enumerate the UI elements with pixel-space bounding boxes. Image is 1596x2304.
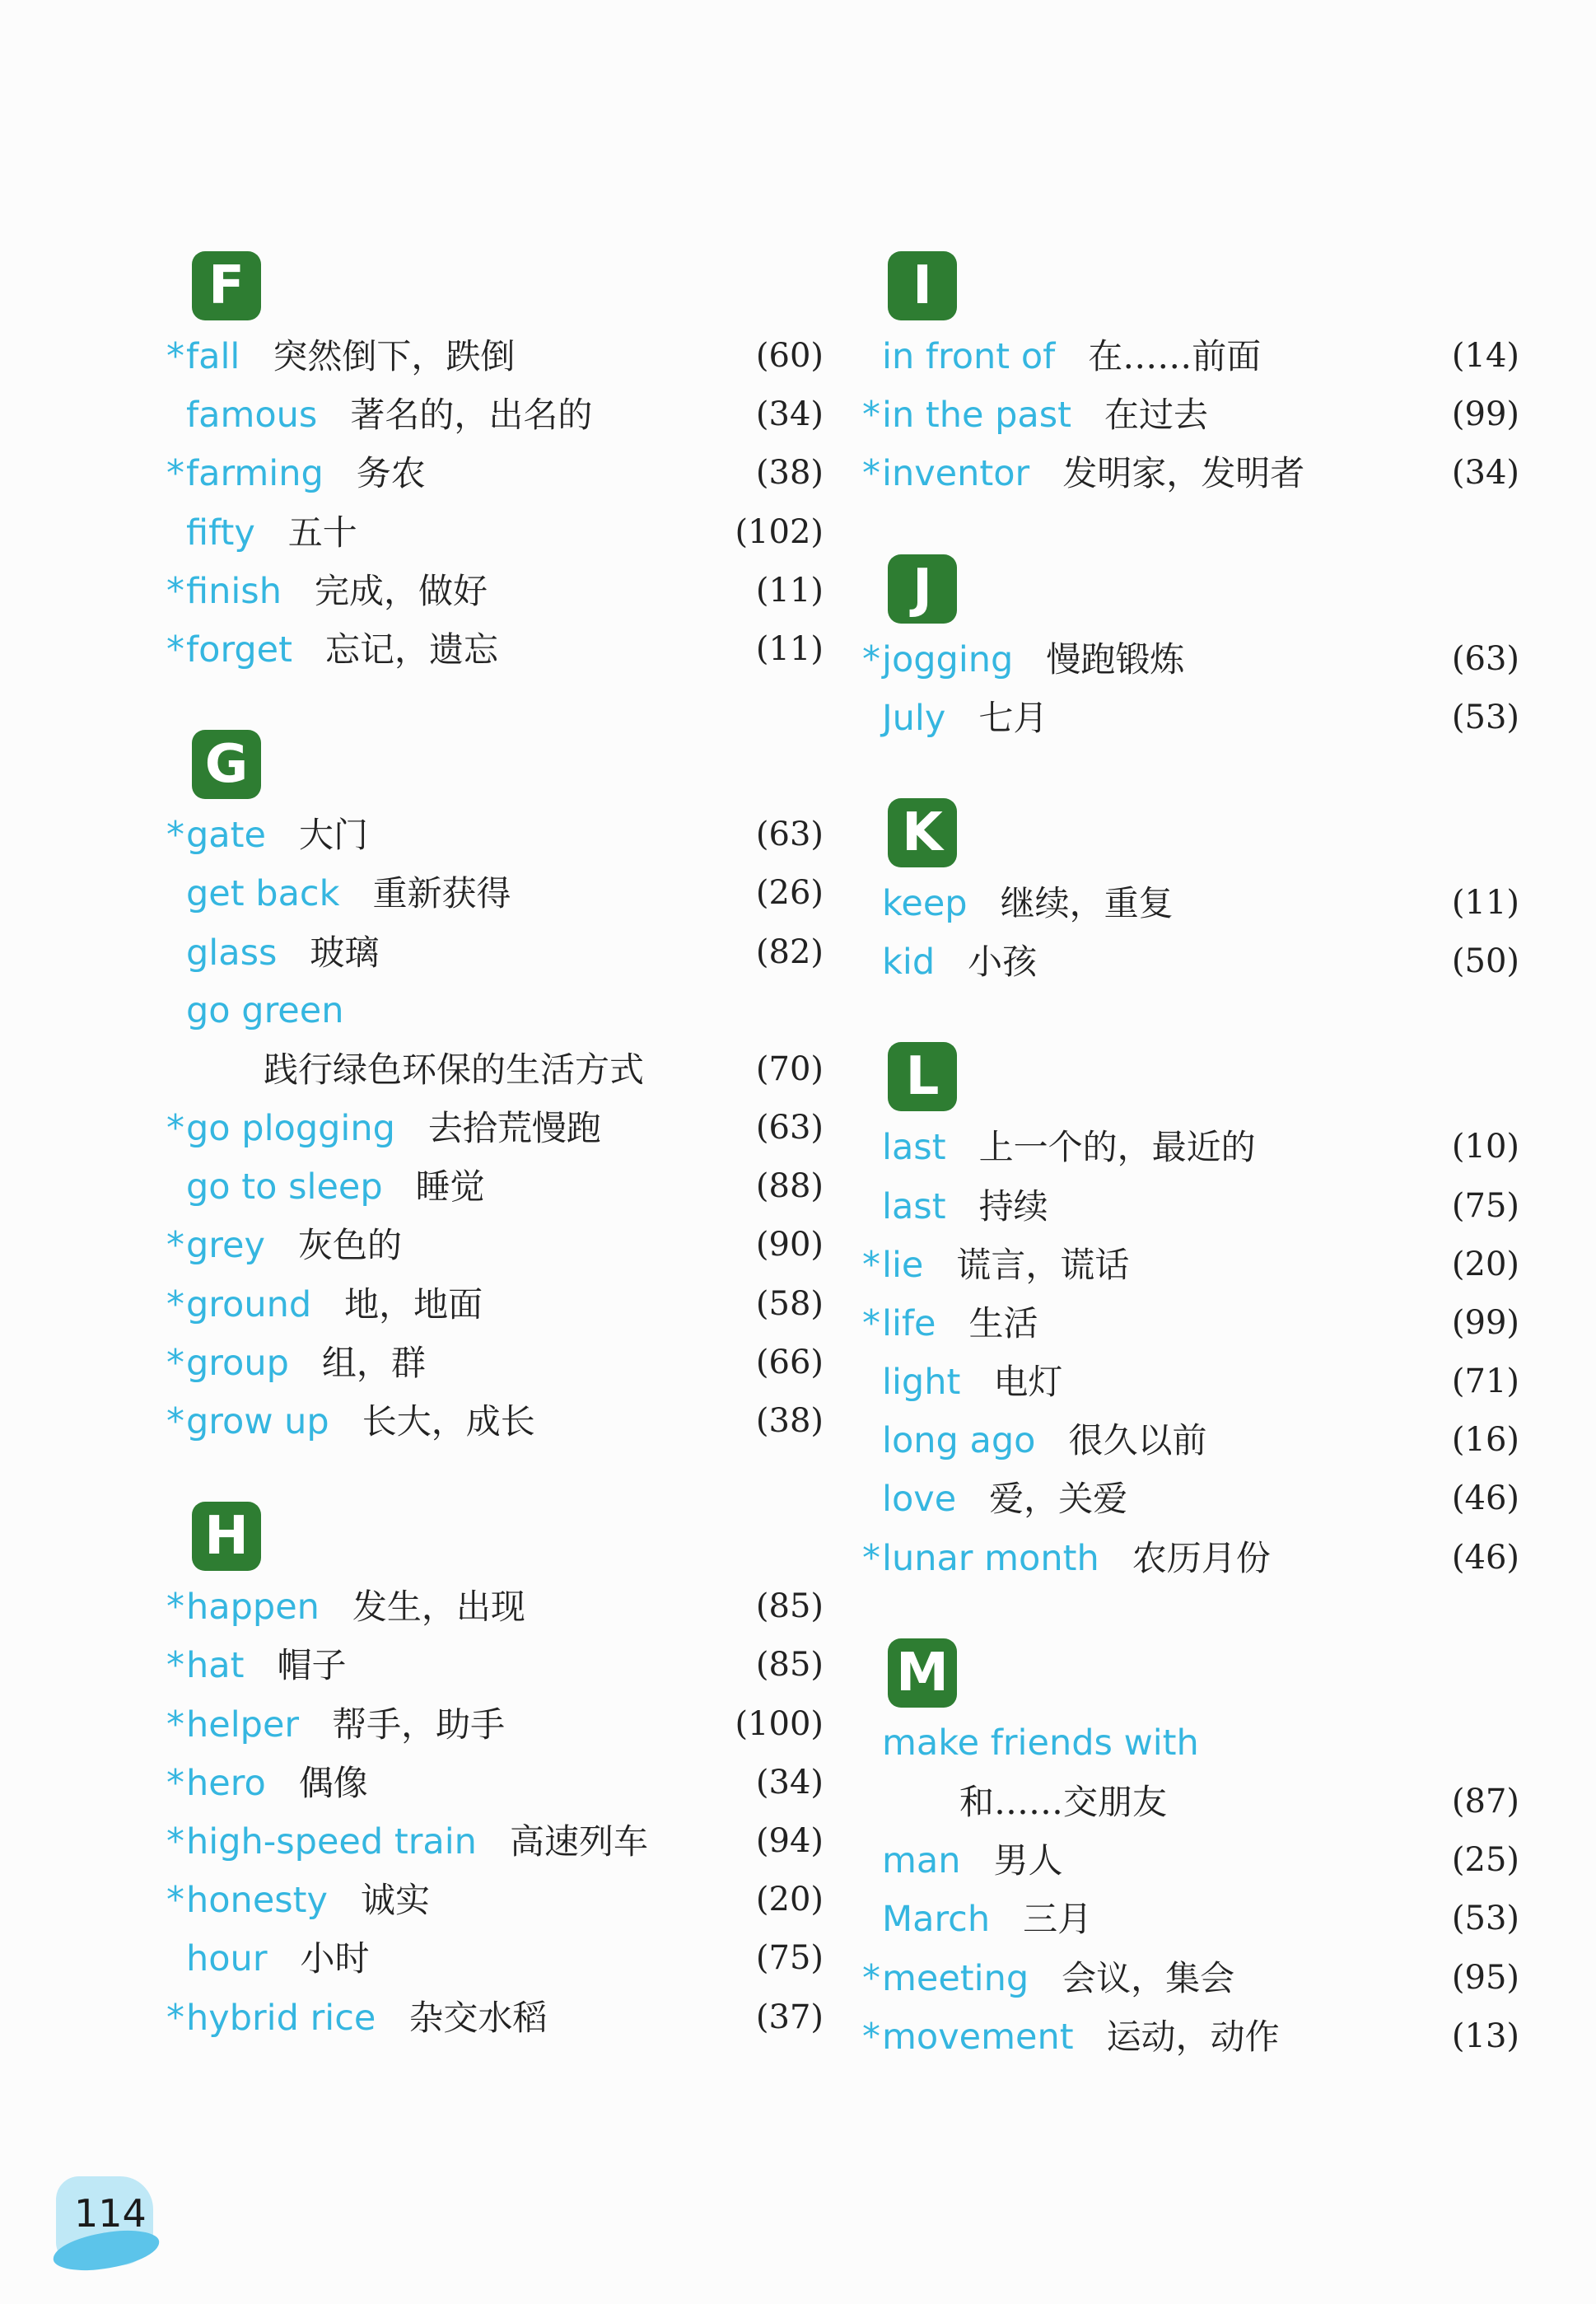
entry-line <box>186 1812 648 1878</box>
entry-line <box>186 1754 368 1820</box>
glossary-entry <box>861 1411 1519 1470</box>
entry-meaning: 诚实 <box>360 1880 430 1921</box>
glossary-entry <box>861 1353 1519 1411</box>
asterisk-icon: * <box>166 452 184 495</box>
entry-meaning: 持续 <box>978 1185 1048 1227</box>
entry-page-ref: (75) <box>1451 1186 1519 1225</box>
entry-page-ref: (82) <box>755 932 824 971</box>
entry-word: in the past <box>882 395 1072 437</box>
entry-page-ref: (46) <box>1451 1538 1519 1577</box>
entry-meaning: 在过去 <box>1104 395 1209 436</box>
entry-page-ref: (53) <box>1451 698 1519 736</box>
glossary-entry <box>165 1392 824 1451</box>
asterisk-icon: * <box>862 1536 880 1579</box>
entry-page-ref: (26) <box>755 874 824 913</box>
entry-line <box>186 1636 346 1702</box>
entry-meaning: 重新获得 <box>372 873 511 914</box>
glossary-entry <box>861 2007 1519 2066</box>
entry-line <box>882 1714 1199 1779</box>
entry-meaning: 突然倒下，跌倒 <box>273 336 516 376</box>
entry-line <box>882 2007 1280 2073</box>
glossary-entry <box>165 1989 824 2047</box>
entry-word: life <box>882 1302 936 1344</box>
glossary-entry <box>861 1236 1519 1294</box>
entry-page-ref: (34) <box>755 1763 824 1802</box>
entry-word: famous <box>186 395 318 437</box>
entry-page-ref: (71) <box>1451 1362 1519 1401</box>
entry-meaning: 三月 <box>1023 1899 1093 1940</box>
entry-word: high-speed train <box>186 1820 477 1862</box>
entry-line <box>882 1118 1256 1184</box>
asterisk-icon: * <box>166 1820 184 1862</box>
entry-page-ref: (102) <box>735 512 824 551</box>
entry-meaning: 在……前面 <box>1088 336 1262 376</box>
entry-word: finish <box>186 570 282 612</box>
asterisk-icon: * <box>862 1243 880 1286</box>
entry-line <box>882 1949 1234 2015</box>
entry-meaning: 五十 <box>287 512 357 553</box>
glossary-entry <box>165 1695 824 1754</box>
glossary-entry <box>165 386 824 444</box>
entry-meaning: 运动，动作 <box>1106 2016 1280 2057</box>
entry-line <box>186 864 511 930</box>
entry-word: man <box>882 1840 961 1882</box>
entry-meaning: 帮手，助手 <box>332 1703 506 1745</box>
section-letter-badge: J <box>888 554 957 624</box>
entry-meaning: 继续，重复 <box>1000 882 1174 923</box>
entry-page-ref: (34) <box>1451 454 1519 493</box>
entry-line <box>186 386 592 451</box>
entry-line <box>186 982 343 1047</box>
entry-page-ref: (90) <box>755 1226 824 1264</box>
section-letter-badge: I <box>888 251 957 320</box>
glossary-entry <box>165 1099 824 1157</box>
entry-line <box>186 1216 402 1282</box>
entry-line <box>186 1275 483 1341</box>
entry-meaning: 组，群 <box>321 1342 426 1383</box>
entry-word: gate <box>186 815 266 857</box>
entry-meaning: 长大，成长 <box>362 1401 535 1442</box>
entry-line <box>186 806 368 872</box>
entry-meaning: 帽子 <box>277 1645 347 1686</box>
right-column <box>861 251 1519 2117</box>
glossary-entry <box>165 1157 824 1216</box>
entry-line <box>882 1529 1271 1595</box>
entry-meaning: 杂交水稻 <box>408 1997 548 2038</box>
entry-page-ref: (13) <box>1451 2017 1519 2055</box>
entry-page-ref: (85) <box>755 1646 824 1685</box>
entry-word: farming <box>186 453 324 495</box>
asterisk-icon: * <box>166 335 184 377</box>
entry-word: group <box>186 1342 289 1384</box>
entry-line <box>882 630 1184 696</box>
entry-word: movement <box>882 2016 1074 2058</box>
entry-page-ref: (34) <box>755 395 824 434</box>
glossary-entry <box>861 1773 1519 1831</box>
entry-meaning: 灰色的 <box>297 1225 402 1266</box>
section-i <box>861 251 1519 503</box>
entry-page-ref: (46) <box>1451 1479 1519 1518</box>
entry-line <box>186 444 426 510</box>
glossary-entry <box>165 1812 824 1871</box>
glossary-entry <box>861 327 1519 386</box>
glossary-entry <box>861 1118 1519 1176</box>
asterisk-icon: * <box>166 1107 184 1150</box>
asterisk-icon: * <box>166 628 184 671</box>
entry-word: last <box>882 1185 946 1227</box>
entry-word: long ago <box>882 1420 1036 1462</box>
entry-line <box>186 1929 370 1995</box>
asterisk-icon: * <box>166 814 184 857</box>
entry-meaning: 电灯 <box>993 1362 1063 1403</box>
entry-page-ref: (58) <box>755 1284 824 1323</box>
entry-word: get back <box>186 873 340 915</box>
entry-word: keep <box>882 882 968 924</box>
glossary-entry <box>861 444 1519 502</box>
entry-meaning: 去拾荒慢跑 <box>427 1108 601 1149</box>
entry-meaning: 地，地面 <box>344 1283 483 1325</box>
entry-word: go green <box>186 989 344 1031</box>
entry-word: happen <box>186 1587 320 1629</box>
entry-meaning: 发明家，发明者 <box>1062 453 1305 494</box>
entry-meaning: 睡觉 <box>415 1166 485 1208</box>
entry-word: July <box>882 697 946 739</box>
entry-page-ref: (63) <box>755 816 824 854</box>
entry-line <box>882 1831 1063 1897</box>
glossary-entry <box>861 1714 1519 1773</box>
entry-meaning: 偶像 <box>298 1762 368 1803</box>
entry-page-ref: (100) <box>735 1704 824 1743</box>
entry-meaning: 践行绿色环保的生活方式 <box>264 1049 645 1090</box>
asterisk-icon: * <box>166 1761 184 1804</box>
entry-word: ground <box>186 1283 312 1325</box>
entry-word: honesty <box>186 1880 328 1922</box>
asterisk-icon: * <box>862 452 880 495</box>
glossary-entry <box>861 1294 1519 1353</box>
entry-page-ref: (20) <box>1451 1245 1519 1283</box>
entry-meaning: 高速列车 <box>509 1820 648 1862</box>
entry-word: fifty <box>186 512 255 554</box>
asterisk-icon: * <box>166 1703 184 1746</box>
glossary-entry <box>165 444 824 502</box>
section-m <box>861 1638 1519 2066</box>
entry-word: hero <box>186 1762 266 1804</box>
entry-meaning: 小时 <box>300 1938 370 1979</box>
glossary-entry <box>165 562 824 620</box>
entry-page-ref: (70) <box>755 1049 824 1088</box>
entry-word: go plogging <box>186 1108 395 1150</box>
asterisk-icon: * <box>166 1996 184 2039</box>
section-letter-badge: F <box>192 251 261 320</box>
glossary-entry <box>861 1177 1519 1236</box>
section-letter-badge: G <box>192 730 261 799</box>
entry-page-ref: (20) <box>755 1881 824 1919</box>
section-f <box>165 251 824 679</box>
entry-meaning: 大门 <box>298 815 368 856</box>
entry-word: jogging <box>882 638 1014 680</box>
entry-page-ref: (75) <box>755 1939 824 1978</box>
entry-page-ref: (63) <box>1451 639 1519 678</box>
entry-line <box>186 503 357 569</box>
entry-word: make friends with <box>882 1722 1199 1764</box>
asterisk-icon: * <box>862 394 880 437</box>
section-letter-badge: K <box>888 798 957 867</box>
entry-page-ref: (99) <box>1451 1303 1519 1342</box>
entry-page-ref: (87) <box>1451 1783 1519 1820</box>
entry-line <box>186 923 379 989</box>
entry-line <box>882 874 1174 940</box>
section-letter-badge: H <box>192 1502 261 1571</box>
entry-line <box>882 689 1048 755</box>
entry-meaning: 七月 <box>978 697 1048 738</box>
asterisk-icon: * <box>862 2015 880 2058</box>
entry-word: inventor <box>882 453 1030 495</box>
entry-word: go to sleep <box>186 1166 383 1208</box>
entry-line <box>882 1890 1092 1956</box>
entry-word: love <box>882 1479 957 1521</box>
glossary-entry <box>861 1831 1519 1890</box>
entry-word: glass <box>186 932 278 974</box>
glossary-entry <box>165 1754 824 1812</box>
glossary-entry <box>861 386 1519 444</box>
entry-line <box>882 932 1037 998</box>
entry-word: kid <box>882 942 936 984</box>
asterisk-icon: * <box>166 1879 184 1922</box>
glossary-entry <box>165 1871 824 1929</box>
section-letter-badge: L <box>888 1042 957 1111</box>
entry-line <box>882 444 1304 510</box>
entry-word: hour <box>186 1938 268 1980</box>
entry-page-ref: (99) <box>1451 395 1519 434</box>
entry-word: lie <box>882 1244 924 1286</box>
entry-page-ref: (10) <box>1451 1128 1519 1166</box>
entry-page-ref: (94) <box>755 1821 824 1860</box>
entry-meaning: 会议，集会 <box>1062 1957 1235 1998</box>
page-number: 114 <box>74 2191 147 2236</box>
entry-page-ref: (95) <box>1451 1958 1519 1997</box>
glossary-entry <box>165 1334 824 1392</box>
glossary-entry <box>165 1275 824 1334</box>
glossary-entry <box>861 1949 1519 2007</box>
entry-line <box>186 620 498 686</box>
asterisk-icon: * <box>166 1400 184 1442</box>
entry-meaning: 小孩 <box>968 942 1038 983</box>
entry-page-ref: (88) <box>755 1167 824 1206</box>
asterisk-icon: * <box>862 1956 880 1999</box>
section-letter-badge: M <box>888 1638 957 1708</box>
entry-line <box>882 327 1261 393</box>
entry-page-ref: (38) <box>755 454 824 493</box>
section-g <box>165 730 824 1451</box>
entry-meaning: 男人 <box>993 1840 1063 1881</box>
entry-line <box>186 1157 485 1223</box>
entry-line <box>882 1470 1127 1535</box>
entry-meaning: 著名的，出名的 <box>350 395 593 436</box>
entry-page-ref: (50) <box>1451 942 1519 981</box>
entry-page-ref: (53) <box>1451 1900 1519 1938</box>
section-h <box>165 1502 824 2047</box>
entry-line <box>186 1334 426 1400</box>
entry-meaning: 爱，关爱 <box>989 1479 1128 1520</box>
entry-word: fall <box>186 336 240 377</box>
asterisk-icon: * <box>166 1586 184 1629</box>
glossary-entry <box>165 1577 824 1636</box>
glossary-entry <box>861 1470 1519 1528</box>
entry-meaning: 和……交朋友 <box>959 1782 1168 1822</box>
glossary-entry <box>861 932 1519 991</box>
glossary-entry <box>165 806 824 864</box>
entry-word: hat <box>186 1645 245 1687</box>
entry-line <box>882 386 1208 451</box>
glossary-entry <box>165 327 824 386</box>
entry-line <box>882 1353 1062 1418</box>
glossary-entry <box>165 1040 824 1099</box>
page-number-tab <box>49 2168 156 2269</box>
glossary-entry <box>165 923 824 982</box>
left-column <box>165 251 824 2098</box>
asterisk-icon: * <box>166 1644 184 1687</box>
asterisk-icon: * <box>166 1341 184 1384</box>
glossary-entry <box>165 1929 824 1988</box>
entry-page-ref: (37) <box>755 1998 824 2036</box>
glossary-entry <box>165 982 824 1040</box>
section-j <box>861 554 1519 747</box>
entry-line <box>186 327 515 393</box>
entry-line <box>882 1294 1038 1360</box>
entry-meaning: 玻璃 <box>310 932 380 973</box>
glossary-entry <box>165 503 824 562</box>
entry-word: helper <box>186 1703 300 1746</box>
glossary-entry <box>861 874 1519 932</box>
entry-word: hybrid rice <box>186 1997 376 2039</box>
entry-page-ref: (60) <box>755 337 824 375</box>
entry-line <box>882 1177 1048 1243</box>
entry-page-ref: (11) <box>1451 883 1519 922</box>
entry-word: grey <box>186 1225 265 1267</box>
section-k <box>861 798 1519 991</box>
entry-page-ref: (14) <box>1451 337 1519 375</box>
asterisk-icon: * <box>166 1224 184 1267</box>
entry-word: grow up <box>186 1401 329 1442</box>
entry-line <box>186 1577 525 1643</box>
asterisk-icon: * <box>862 1302 880 1344</box>
glossary-entry <box>165 1216 824 1274</box>
entry-word: last <box>882 1127 946 1169</box>
entry-page-ref: (66) <box>755 1343 824 1381</box>
entry-meaning: 很久以前 <box>1068 1420 1207 1461</box>
entry-word: lunar month <box>882 1537 1099 1579</box>
entry-word: light <box>882 1362 961 1404</box>
entry-meaning: 谎言，谎话 <box>956 1244 1130 1285</box>
glossary-entry <box>861 630 1519 689</box>
entry-page-ref: (63) <box>755 1109 824 1147</box>
entry-line <box>186 1989 547 2054</box>
entry-line <box>186 1099 601 1165</box>
entry-meaning: 忘记，遗忘 <box>324 629 498 670</box>
entry-line <box>186 1392 535 1458</box>
entry-page-ref: (38) <box>755 1402 824 1440</box>
entry-meaning: 发生，出现 <box>352 1587 525 1628</box>
glossary-entry <box>165 864 824 923</box>
entry-word: in front of <box>882 336 1056 377</box>
entry-meaning: 务农 <box>356 453 426 494</box>
entry-word: March <box>882 1899 991 1941</box>
entry-line <box>186 1871 430 1937</box>
section-l <box>861 1042 1519 1587</box>
entry-meaning: 慢跑锻炼 <box>1046 638 1185 680</box>
glossary-entry <box>165 620 824 679</box>
asterisk-icon: * <box>166 569 184 612</box>
entry-line <box>882 1236 1129 1302</box>
entry-word: forget <box>186 629 292 671</box>
glossary-entry <box>861 1529 1519 1587</box>
entry-line <box>186 562 488 628</box>
entry-word: meeting <box>882 1957 1029 1999</box>
entry-page-ref: (25) <box>1451 1841 1519 1880</box>
asterisk-icon: * <box>166 1283 184 1325</box>
entry-page-ref: (11) <box>755 571 824 610</box>
glossary-entry <box>861 1890 1519 1948</box>
glossary-entry <box>861 689 1519 747</box>
entry-page-ref: (85) <box>755 1587 824 1626</box>
entry-line <box>882 1411 1206 1477</box>
asterisk-icon: * <box>862 638 880 680</box>
entry-line <box>186 1695 505 1761</box>
entry-page-ref: (16) <box>1451 1421 1519 1460</box>
entry-meaning: 农历月份 <box>1132 1537 1271 1578</box>
entry-meaning: 生活 <box>968 1302 1038 1344</box>
entry-meaning: 完成，做好 <box>314 570 488 611</box>
entry-meaning: 上一个的，最近的 <box>978 1127 1256 1168</box>
glossary-entry <box>165 1636 824 1694</box>
entry-page-ref: (11) <box>755 629 824 668</box>
